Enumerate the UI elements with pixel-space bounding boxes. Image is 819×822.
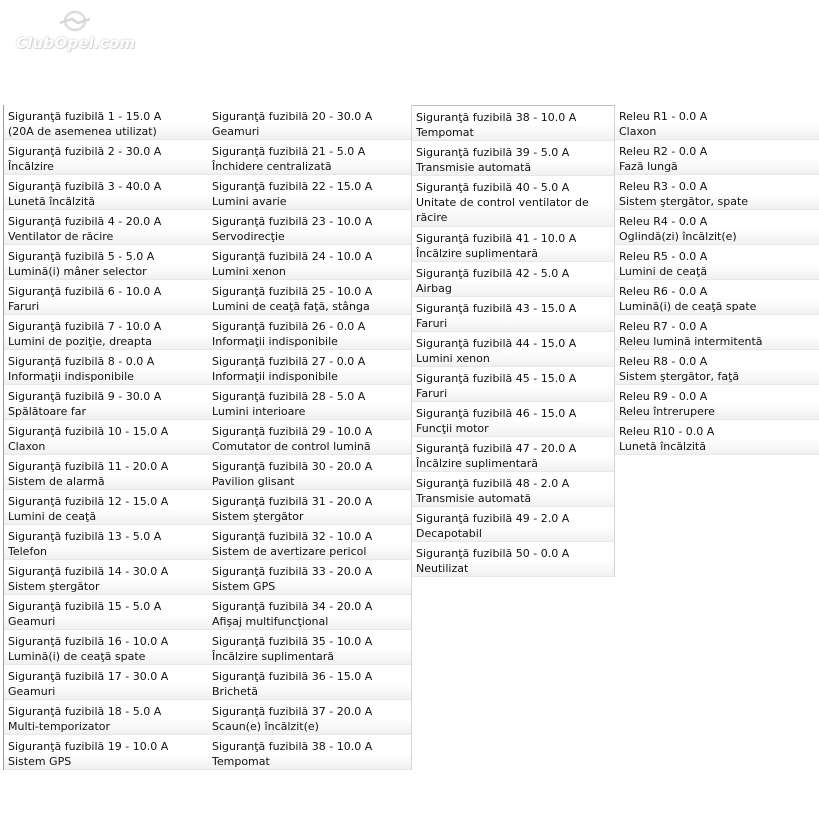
fuse-function-label: Neutilizat [416,562,469,575]
fuse-cell [208,735,411,770]
fuse-function-label: Sistem ştergător [8,580,100,593]
fuse-rating-label: Siguranţă fuzibilă 48 - 2.0 A [416,477,570,490]
fuse-rating-label: Siguranţă fuzibilă 16 - 10.0 A [8,635,169,648]
fuse-rating-label: Siguranţă fuzibilă 33 - 20.0 A [212,565,373,578]
fuse-rating-label: Releu R10 - 0.0 A [619,425,715,438]
fuse-rating-label: Siguranţă fuzibilă 32 - 10.0 A [212,530,373,543]
fuse-rating-label: Siguranţă fuzibilă 12 - 15.0 A [8,495,169,508]
fuse-rating-label: Siguranţă fuzibilă 28 - 5.0 A [212,390,366,403]
fuse-cell [208,350,411,385]
fuse-function-label: Comutator de control lumină [212,440,371,453]
fuse-cell [615,210,819,245]
fuse-cell [4,245,208,280]
fuse-cell [412,542,614,577]
fuse-function-label: Lumini avarie [212,195,287,208]
fuse-cell [4,630,208,665]
fuse-cell [208,630,411,665]
fuse-rating-label: Siguranţă fuzibilă 6 - 10.0 A [8,285,162,298]
fuse-rating-label: Releu R2 - 0.0 A [619,145,708,158]
fuse-cell [4,560,208,595]
fuse-function-label: Încălzire suplimentară [416,457,539,470]
fuse-rating-label: Siguranţă fuzibilă 23 - 10.0 A [212,215,373,228]
fuse-rating-label: Releu R1 - 0.0 A [619,110,708,123]
fuse-cell [615,245,819,280]
fuse-function-label: Informaţii indisponibile [212,370,338,383]
fuse-function-label: Transmisie automată [416,161,532,174]
fuse-cell [615,385,819,420]
fuse-function-label: răcire [416,211,448,224]
fuse-function-label: Decapotabil [416,527,482,540]
fuse-cell [412,437,614,472]
fuse-cell [412,472,614,507]
fuse-rating-label: Siguranţă fuzibilă 13 - 5.0 A [8,530,162,543]
fuse-rating-label: Siguranţă fuzibilă 7 - 10.0 A [8,320,162,333]
fuse-rating-label: Siguranţă fuzibilă 11 - 20.0 A [8,460,169,473]
fuse-rating-label: Siguranţă fuzibilă 36 - 15.0 A [212,670,373,683]
fuse-rating-label: Siguranţă fuzibilă 8 - 0.0 A [8,355,155,368]
fuse-rating-label: Siguranţă fuzibilă 15 - 5.0 A [8,600,162,613]
fuse-cell [208,490,411,525]
fuse-function-label: Lunetă încălzită [8,195,95,208]
fuse-function-label: Fază lungă [619,160,678,173]
fuse-cell [208,140,411,175]
fuse-rating-label: Siguranţă fuzibilă 3 - 40.0 A [8,180,162,193]
fuse-cell [412,227,614,262]
fuse-function-label: Airbag [416,282,452,295]
fuse-function-label: Informaţii indisponibile [8,370,134,383]
fuse-cell [208,315,411,350]
fuse-rating-label: Siguranţă fuzibilă 2 - 30.0 A [8,145,162,158]
fuse-function-label: Lumini de poziţie, dreapta [8,335,152,348]
fuse-function-label: Spălătoare far [8,405,86,418]
fuse-function-label: Informaţii indisponibile [212,335,338,348]
fuse-cell [4,280,208,315]
fuse-rating-label: Siguranţă fuzibilă 50 - 0.0 A [416,547,570,560]
fuse-cell [412,402,614,437]
fuse-cell [4,525,208,560]
fuse-cell [4,385,208,420]
fuse-rating-label: Releu R3 - 0.0 A [619,180,708,193]
fuse-cell [4,490,208,525]
fuse-rating-label: Siguranţă fuzibilă 44 - 15.0 A [416,337,577,350]
fuse-function-label: Tempomat [416,126,474,139]
fuse-cell [4,105,208,140]
fuse-cell [4,665,208,700]
fuse-cell [412,367,614,402]
fuse-rating-label: Siguranţă fuzibilă 30 - 20.0 A [212,460,373,473]
fuse-rating-label: Siguranţă fuzibilă 22 - 15.0 A [212,180,373,193]
fuse-function-label: Închidere centralizată [212,160,332,173]
fuse-function-label: Geamuri [212,125,260,138]
fuse-rating-label: Siguranţă fuzibilă 40 - 5.0 A [416,181,570,194]
fuse-rating-label: Siguranţă fuzibilă 47 - 20.0 A [416,442,577,455]
fuse-cell [615,105,819,140]
fuse-function-label: Sistem ştergător [212,510,304,523]
fuse-cell [4,420,208,455]
fuse-function-label: Sistem GPS [8,755,72,768]
fuse-cell [4,175,208,210]
fuse-rating-label: Releu R8 - 0.0 A [619,355,708,368]
fuse-rating-label: Siguranţă fuzibilă 29 - 10.0 A [212,425,373,438]
fuse-function-label: Faruri [416,317,448,330]
fuse-function-label: Transmisie automată [416,492,532,505]
fuse-function-label: Claxon [8,440,46,453]
fuse-rating-label: Siguranţă fuzibilă 27 - 0.0 A [212,355,366,368]
fuse-function-label: Tempomat [212,755,270,768]
fuse-rating-label: Siguranţă fuzibilă 17 - 30.0 A [8,670,169,683]
fuse-cell [208,280,411,315]
fuse-rating-label: Releu R9 - 0.0 A [619,390,708,403]
fuse-function-label: Brichetă [212,685,258,698]
fuse-rating-label: Releu R4 - 0.0 A [619,215,708,228]
fuse-column-1 [3,105,209,770]
fuse-rating-label: Siguranţă fuzibilă 38 - 10.0 A [212,740,373,753]
fuse-cell [4,315,208,350]
fuse-rating-label: Siguranţă fuzibilă 5 - 5.0 A [8,250,155,263]
fuse-rating-label: Siguranţă fuzibilă 19 - 10.0 A [8,740,169,753]
fuse-function-label: Pavilion glisant [212,475,295,488]
fuse-function-label: Lumini interioare [212,405,306,418]
fuse-cell [208,385,411,420]
fuse-function-label: Geamuri [8,615,56,628]
fuse-function-label: Lumini xenon [212,265,286,278]
fuse-cell [412,141,614,176]
fuse-function-label: Scaun(e) încălzit(e) [212,720,319,733]
fuse-function-label: Sistem GPS [212,580,276,593]
fuse-function-label: Sistem de avertizare pericol [212,545,367,558]
fuse-cell [208,210,411,245]
fuse-function-label: Releu lumină intermitentă [619,335,763,348]
fuse-rating-label: Siguranţă fuzibilă 34 - 20.0 A [212,600,373,613]
fuse-rating-label: Siguranţă fuzibilă 43 - 15.0 A [416,302,577,315]
fuse-function-label: Faruri [416,387,448,400]
fuse-function-label: Încălzire suplimentară [416,247,539,260]
fuse-function-label: Lumini xenon [416,352,490,365]
fuse-function-label: (20A de asemenea utilizat) [8,125,157,138]
fuse-function-label: Telefon [8,545,48,558]
fuse-cell [412,297,614,332]
fuse-rating-label: Siguranţă fuzibilă 25 - 10.0 A [212,285,373,298]
fuse-function-label: Sistem ştergător, faţă [619,370,740,383]
fuse-rating-label: Siguranţă fuzibilă 4 - 20.0 A [8,215,162,228]
fuse-column-2 [208,105,412,770]
fuse-rating-label: Siguranţă fuzibilă 35 - 10.0 A [212,635,373,648]
fuse-function-label: Sistem de alarmă [8,475,105,488]
fuse-function-label: Multi-temporizator [8,720,111,733]
fuse-cell [615,420,819,455]
fuse-column-3 [412,105,615,577]
fuse-cell [412,507,614,542]
fuse-cell [4,735,208,770]
fuse-rating-label: Releu R7 - 0.0 A [619,320,708,333]
relay-column [615,105,819,455]
fuse-cell [615,280,819,315]
fuse-rating-label: Siguranţă fuzibilă 9 - 30.0 A [8,390,162,403]
fuse-cell [412,262,614,297]
fuse-cell [208,420,411,455]
fuse-cell [208,665,411,700]
fuse-rating-label: Siguranţă fuzibilă 20 - 30.0 A [212,110,373,123]
fuse-rating-label: Siguranţă fuzibilă 24 - 10.0 A [212,250,373,263]
fuse-cell [412,332,614,367]
fuse-rating-label: Siguranţă fuzibilă 41 - 10.0 A [416,232,577,245]
fuse-cell [412,176,614,227]
fuse-rating-label: Siguranţă fuzibilă 45 - 15.0 A [416,372,577,385]
fuse-function-label: Ventilator de răcire [8,230,114,243]
fuse-function-label: Lumini de ceaţă [8,510,97,523]
fuse-function-label: Unitate de control ventilator de [416,196,589,209]
fuse-rating-label: Siguranţă fuzibilă 18 - 5.0 A [8,705,162,718]
fuse-cell [412,106,614,141]
fuse-cell [615,175,819,210]
fuse-rating-label: Siguranţă fuzibilă 42 - 5.0 A [416,267,570,280]
fuse-cell [4,350,208,385]
fuse-function-label: Lumină(i) mâner selector [8,265,147,278]
fuse-cell [208,700,411,735]
fuse-function-label: Lumini de ceaţă faţă, stânga [212,300,370,313]
fuse-rating-label: Siguranţă fuzibilă 31 - 20.0 A [212,495,373,508]
fuse-function-label: Servodirecţie [212,230,285,243]
fuse-cell [615,350,819,385]
fuse-function-label: Încălzire [8,160,54,173]
fuse-cell [208,560,411,595]
fuse-function-label: Lunetă încălzită [619,440,706,453]
fuse-function-label: Afişaj multifuncţional [212,615,329,628]
fuse-rating-label: Releu R5 - 0.0 A [619,250,708,263]
fuse-cell [4,595,208,630]
fuse-cell [4,455,208,490]
fuse-cell [208,105,411,140]
fuse-rating-label: Siguranţă fuzibilă 26 - 0.0 A [212,320,366,333]
fuse-function-label: Lumină(i) de ceaţă spate [619,300,757,313]
fuse-rating-label: Releu R6 - 0.0 A [619,285,708,298]
fuse-cell [4,140,208,175]
fuse-cell [208,525,411,560]
fuse-rating-label: Siguranţă fuzibilă 10 - 15.0 A [8,425,169,438]
fuse-function-label: Releu întrerupere [619,405,715,418]
watermark-text: ClubOpel.com [16,34,136,52]
fuse-rating-label: Siguranţă fuzibilă 49 - 2.0 A [416,512,570,525]
fuse-rating-label: Siguranţă fuzibilă 46 - 15.0 A [416,407,577,420]
fuse-function-label: Încălzire suplimentară [212,650,335,663]
fuse-cell [208,595,411,630]
fuse-cell [615,140,819,175]
fuse-cell [4,210,208,245]
fuse-function-label: Claxon [619,125,657,138]
fuse-function-label: Oglindă(zi) încălzit(e) [619,230,737,243]
fuse-cell [208,245,411,280]
fuse-function-label: Lumină(i) de ceaţă spate [8,650,146,663]
fuse-cell [615,315,819,350]
fuse-rating-label: Siguranţă fuzibilă 21 - 5.0 A [212,145,366,158]
fuse-rating-label: Siguranţă fuzibilă 1 - 15.0 A [8,110,162,123]
fuse-cell [208,175,411,210]
fuse-rating-label: Siguranţă fuzibilă 39 - 5.0 A [416,146,570,159]
fuse-function-label: Lumini de ceaţă [619,265,708,278]
fuse-cell [208,455,411,490]
fuse-rating-label: Siguranţă fuzibilă 37 - 20.0 A [212,705,373,718]
fuse-rating-label: Siguranţă fuzibilă 38 - 10.0 A [416,111,577,124]
fuse-cell [4,700,208,735]
fuse-function-label: Funcţii motor [416,422,489,435]
fuse-function-label: Faruri [8,300,40,313]
fuse-function-label: Sistem ştergător, spate [619,195,749,208]
fuse-function-label: Geamuri [8,685,56,698]
fuse-rating-label: Siguranţă fuzibilă 14 - 30.0 A [8,565,169,578]
